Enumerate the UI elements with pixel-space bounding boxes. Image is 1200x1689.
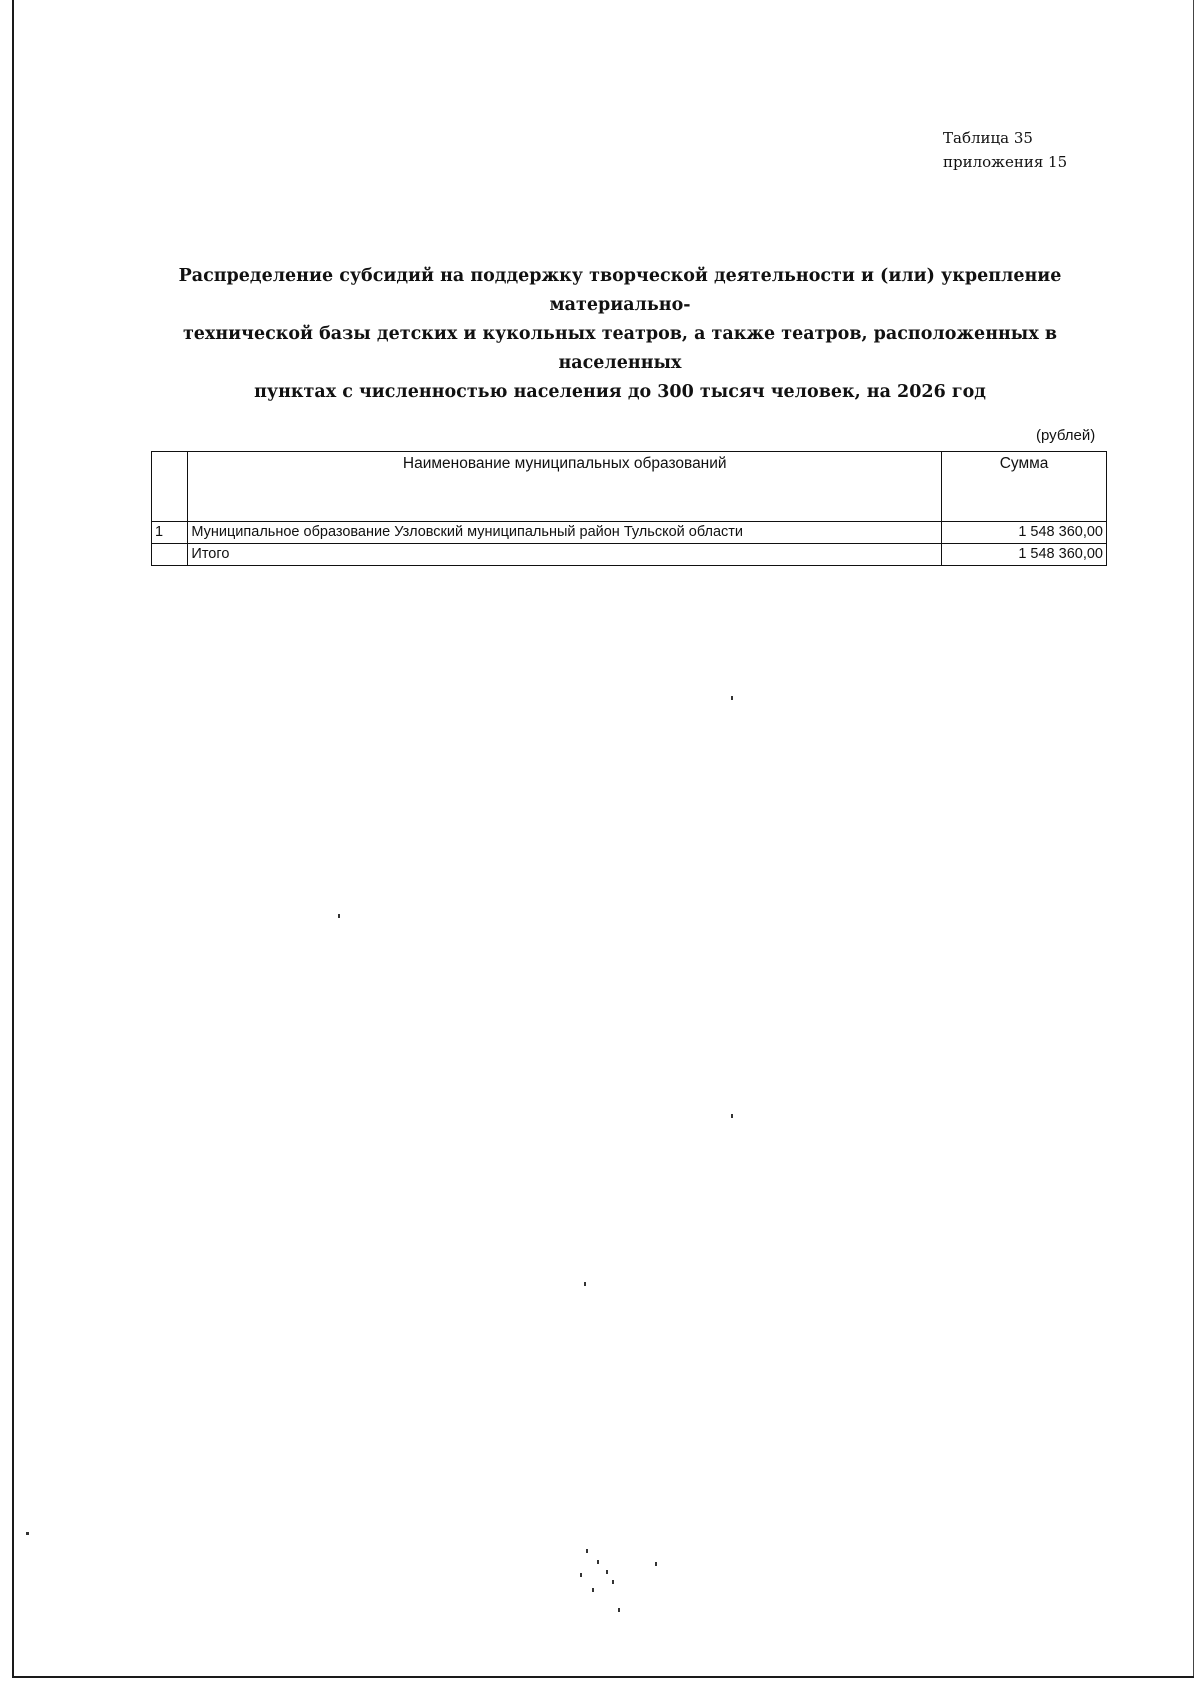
scan-speck	[338, 914, 340, 918]
units-note: (рублей)	[1036, 427, 1096, 444]
scan-speck	[584, 1282, 586, 1286]
scan-speck	[618, 1608, 620, 1612]
total-sum: 1 548 360,00	[942, 544, 1107, 566]
scan-speck	[612, 1580, 614, 1584]
table-header-row	[152, 452, 1107, 522]
page-bottom-edge	[12, 1676, 1194, 1678]
total-row	[152, 544, 1107, 566]
appendix-number-label: приложения 15	[943, 153, 1068, 171]
scan-speck	[26, 1532, 29, 1535]
header-number	[152, 452, 188, 522]
row-sum: 1 548 360,00	[942, 522, 1107, 544]
document-title-line-3: пунктах с численностью населения до 300 тысяч человек, на 2026 год	[254, 382, 986, 402]
scan-speck	[731, 696, 733, 700]
scan-speck	[592, 1588, 594, 1592]
page-left-edge	[12, 0, 14, 1676]
row-municipality-name: Муниципальное образование Узловский муниципальный район Тульской области	[188, 522, 942, 544]
appendix-reference	[943, 126, 1067, 174]
document-title	[130, 262, 1110, 407]
scan-speck	[606, 1570, 608, 1574]
page-right-edge	[1193, 0, 1194, 1676]
scan-speck	[580, 1573, 582, 1577]
scan-speck	[655, 1562, 657, 1566]
scan-speck	[597, 1560, 599, 1564]
scan-speck	[586, 1549, 588, 1553]
table-number-label: Таблица 35	[943, 129, 1033, 147]
document-title-line-1: Распределение субсидий на поддержку творческой деятельности и (или) укрепление материально-	[178, 266, 1062, 315]
document-title-line-2: технической базы детских и кукольных театров, а также театров, расположенных в населенных	[182, 324, 1058, 373]
row-number: 1	[152, 522, 188, 544]
header-sum: Сумма	[942, 452, 1107, 522]
subsidies-table	[151, 451, 1107, 566]
header-municipality-name: Наименование муниципальных образований	[188, 452, 942, 522]
total-label: Итого	[188, 544, 942, 566]
scan-speck	[731, 1114, 733, 1118]
total-number	[152, 544, 188, 566]
table-row	[152, 522, 1107, 544]
